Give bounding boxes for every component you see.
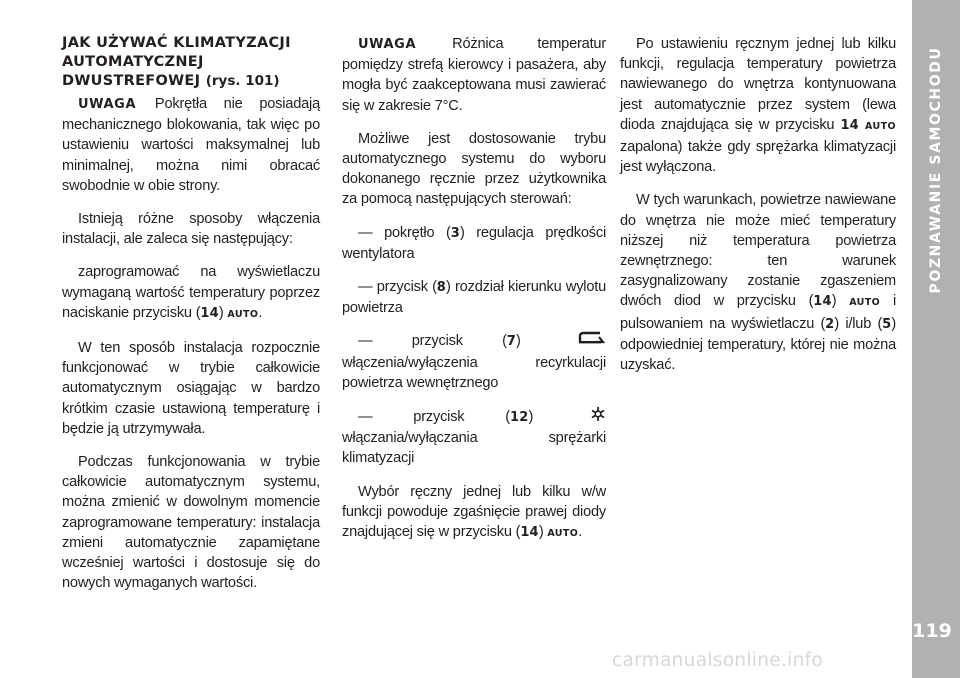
dash: — <box>358 279 373 296</box>
figure-reference: (rys. 101) <box>205 73 280 89</box>
list-item: — przycisk (7) włączenia/wyłączenia recyrkulacji powietrza wewnętrznego <box>342 333 606 391</box>
button-number: 14 <box>840 117 859 133</box>
auto-label: AUTO <box>865 120 896 132</box>
button-number: 5 <box>882 316 892 332</box>
auto-label: AUTO <box>547 528 579 540</box>
paragraph: Wybór ręczny jednej lub kilku w/w funkcji powoduje zgaśnięcie prawej diody znajdującej się w przycisku (14) AUTO. <box>342 483 606 541</box>
snowflake-icon <box>574 406 606 428</box>
column-1 <box>62 34 320 606</box>
button-number: 14 <box>813 294 832 310</box>
auto-label: AUTO <box>849 297 881 309</box>
note-label: UWAGA <box>78 97 137 112</box>
paragraph <box>620 34 896 177</box>
item-text: rozdział kierunku wylotu powietrza <box>342 279 607 317</box>
button-number: 7 <box>506 334 517 350</box>
paragraph-text: i pulsowaniem na wyświetlaczu <box>620 293 896 332</box>
button-number: 8 <box>436 280 447 296</box>
column-2 <box>342 34 606 557</box>
note-paragraph <box>342 34 606 116</box>
item-text: włączania/wyłączania sprężarki klimatyzacji <box>342 430 606 467</box>
paragraph: Istnieją różne sposoby włączenia instalacji, ale zaleca się następujący: <box>62 211 320 248</box>
column-3 <box>620 34 896 388</box>
list-item: — przycisk (8) rozdział kierunku wylotu powietrza <box>342 279 607 317</box>
item-word: przycisk <box>376 279 428 296</box>
watermark: carmanualsonline.info <box>612 650 824 671</box>
paragraph: W tych warunkach, powietrze nawiewane do wnętrza nie może mieć temperatury niższej niż temperatura powietrza zewnętrznego: ten warunek zasygnalizowany zostanie zgaszeniem dwóch diod w przycisku (14) AUTO i pulsowaniem na wyświetlaczu (2) i/lub (5) odpowiedniej temperatury, której nie można uzyskać. <box>620 192 897 374</box>
paragraph: Podczas funkcjonowania w trybie całkowicie automatycznym systemu, można zmienić w dowolnym momencie zaprogramowane temperatury: instalacja zmieni automatycznie zapamiętane wcześniej wartości i dostosuje się do nowych wymaganych wartości. <box>62 454 320 592</box>
button-number: 3 <box>450 225 460 241</box>
button-number: 14 <box>200 305 219 321</box>
item-word: przycisk <box>411 333 463 350</box>
dash: — <box>358 224 373 241</box>
page-number: 119 <box>912 620 952 642</box>
note-paragraph <box>62 94 320 196</box>
list-item: — przycisk (12) włączania/wyłączania sprężarki klimatyzacji <box>342 406 606 469</box>
list-item: — pokrętło (3) regulacja prędkości wentylatora <box>342 224 606 262</box>
auto-label: AUTO <box>227 308 259 320</box>
paragraph: zaprogramować na wyświetlaczu wymaganą wartość temperatury poprzez naciskanie przycisku (14) AUTO. <box>62 264 320 321</box>
heading-line-3: DWUSTREFOWEJ <box>62 73 201 89</box>
paragraph-text: zaprogramować na wyświetlaczu wymaganą wartość temperatury poprzez naciskanie przycisku <box>62 264 320 321</box>
paragraph: W ten sposób instalacja rozpocznie funkcjonować w trybie całkowicie automatycznym osiągając w bardzo krótkim czasie ustawioną temperaturę i będzie ją utrzymywała. <box>62 340 320 437</box>
dash: — <box>358 409 373 426</box>
section-sidebar <box>912 0 960 678</box>
note-text: Różnica temperatur pomiędzy strefą kierowcy i pasażera, aby mogła być zaakceptowana musi zawierać się w zakresie 7°C. <box>342 36 606 114</box>
recirculation-icon <box>560 331 606 351</box>
paragraph-text: zapalona) także gdy sprężarka klimatyzacji jest wyłączona. <box>620 139 896 176</box>
dash: — <box>358 333 373 350</box>
button-number: 2 <box>825 316 835 332</box>
item-text: regulacja prędkości wentylatora <box>342 224 606 262</box>
item-text: włączenia/wyłączenia recyrkulacji powietrza wewnętrznego <box>342 354 606 391</box>
heading-line-1: JAK UŻYWAĆ KLIMATYZACJI <box>62 35 291 51</box>
note-text: Pokrętła nie posiadają mechanicznego blokowania, tak więc po ustawieniu wartości maksymalnej lub minimalnej, można nimi obracać swobodnie w obie strony. <box>62 96 321 194</box>
button-number: 12 <box>509 410 529 426</box>
paragraph: Możliwe jest dostosowanie trybu automatycznego systemu do wyboru dokonanego ręcznie przez użytkownika za pomocą następujących sterowań: <box>342 130 606 208</box>
item-word: przycisk <box>413 409 465 426</box>
section-title: POZNAWANIE SAMOCHODU <box>928 46 944 294</box>
paragraph-text: Po ustawieniu ręcznym jednej lub kilku funkcji, regulacja temperatury powietrza nawiewanego do wnętrza kontynuowana jest automatycznie przez system (lewa dioda znajdująca się w przycisku <box>620 36 896 133</box>
heading-line-2: AUTOMATYCZNEJ <box>62 54 204 70</box>
paragraph-text: W tych warunkach, powietrze nawiewane do wnętrza nie może mieć temperatury niższej niż temperatura powietrza zewnętrznego: ten warunek zasygnalizowany zostanie zgaszeniem dwóch diod w przycisku <box>620 192 896 310</box>
button-number: 14 <box>520 525 539 541</box>
note-label: UWAGA <box>358 37 417 52</box>
item-word: pokrętło <box>384 224 435 241</box>
paragraph-text: odpowiedniej temperatury, której nie można uzyskać. <box>620 336 896 374</box>
section-heading <box>62 34 320 91</box>
paragraph-text: Wybór ręczny jednej lub kilku w/w funkcji powoduje zgaśnięcie prawej diody znajdującej się w przycisku <box>342 483 606 541</box>
paragraph-text: i/lub <box>845 315 872 332</box>
